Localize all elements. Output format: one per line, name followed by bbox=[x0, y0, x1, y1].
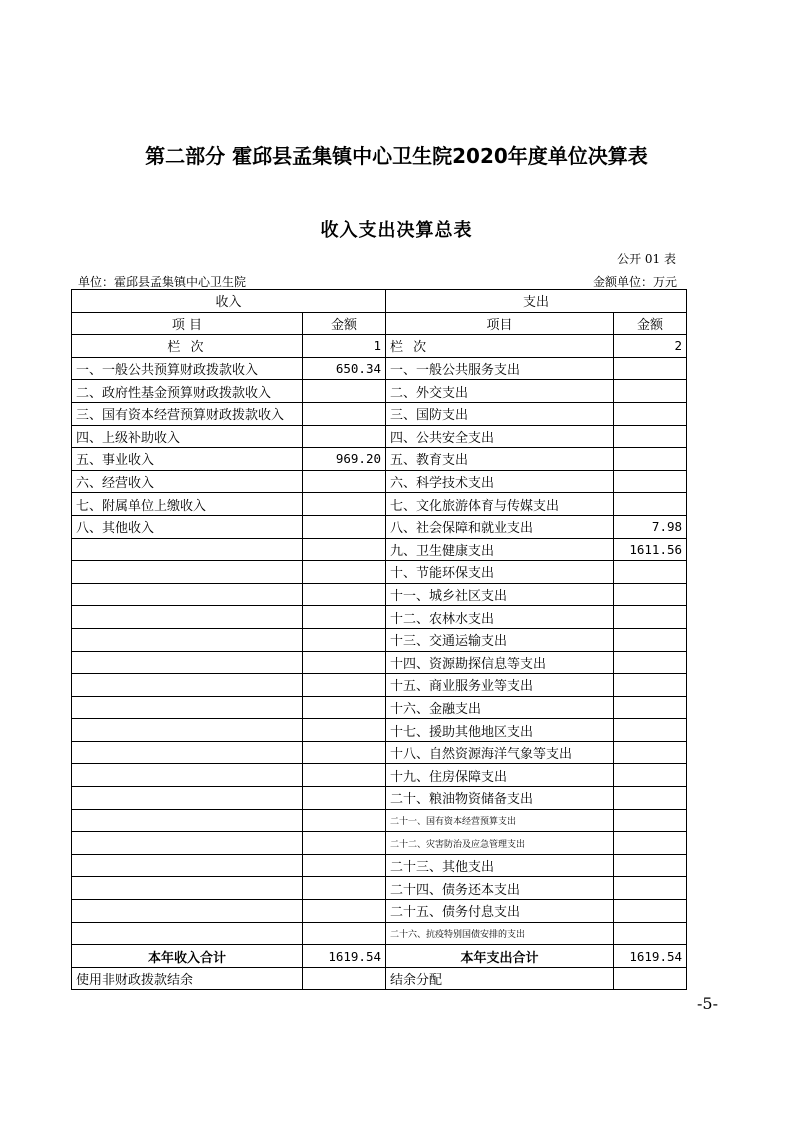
expense-amount bbox=[614, 448, 687, 471]
income-amount bbox=[303, 583, 386, 606]
expense-amount bbox=[614, 380, 687, 403]
expense-item: 十三、交通运输支出 bbox=[386, 628, 614, 651]
expense-item: 六、科学技术支出 bbox=[386, 470, 614, 493]
table-row bbox=[72, 628, 687, 651]
table-row bbox=[72, 606, 687, 629]
income-amount bbox=[303, 764, 386, 787]
income-amount: 969.20 bbox=[303, 448, 386, 471]
income-item bbox=[72, 561, 303, 584]
income-amount bbox=[303, 538, 386, 561]
unit-label: 单位：霍邱县孟集镇中心卫生院 bbox=[78, 275, 247, 289]
income-item bbox=[72, 854, 303, 877]
income-amount bbox=[303, 922, 386, 945]
table-row bbox=[72, 538, 687, 561]
table-row bbox=[72, 696, 687, 719]
expense-item: 十、节能环保支出 bbox=[386, 561, 614, 584]
table-row bbox=[72, 787, 687, 810]
expense-amount bbox=[614, 787, 687, 810]
money-unit-label: 金额单位：万元 bbox=[592, 275, 677, 289]
expense-item: 九、卫生健康支出 bbox=[386, 538, 614, 561]
expense-item: 十二、农林水支出 bbox=[386, 606, 614, 629]
expense-amount bbox=[614, 493, 687, 516]
table-row bbox=[72, 900, 687, 923]
total-income-amount: 1619.54 bbox=[303, 945, 386, 968]
expense-item: 十九、住房保障支出 bbox=[386, 764, 614, 787]
income-amount bbox=[303, 515, 386, 538]
expense-amount bbox=[614, 606, 687, 629]
income-amount bbox=[303, 470, 386, 493]
income-item bbox=[72, 651, 303, 674]
income-amount bbox=[303, 493, 386, 516]
expense-item: 十六、金融支出 bbox=[386, 696, 614, 719]
expense-amount bbox=[614, 402, 687, 425]
income-amount bbox=[303, 696, 386, 719]
table-row bbox=[72, 425, 687, 448]
expense-amount bbox=[614, 764, 687, 787]
table-row bbox=[72, 854, 687, 877]
total-expense-amount: 1619.54 bbox=[614, 945, 687, 968]
page-number: -5- bbox=[697, 994, 718, 1013]
expense-amount bbox=[614, 922, 687, 945]
expense-amount bbox=[614, 561, 687, 584]
expense-amount bbox=[614, 425, 687, 448]
expense-amount bbox=[614, 651, 687, 674]
expense-amount bbox=[614, 832, 687, 855]
expense-amount bbox=[614, 674, 687, 697]
expense-item: 四、公共安全支出 bbox=[386, 425, 614, 448]
table-row bbox=[72, 515, 687, 538]
form-number: 公开 01 表 bbox=[617, 252, 676, 266]
table-row bbox=[72, 402, 687, 425]
lanci-left-no: 1 bbox=[303, 335, 386, 358]
table-row bbox=[72, 470, 687, 493]
extra-right-amount bbox=[614, 967, 687, 990]
income-amount bbox=[303, 674, 386, 697]
income-amount bbox=[303, 402, 386, 425]
expense-header: 支出 bbox=[386, 290, 687, 313]
table-row bbox=[72, 561, 687, 584]
income-header: 收入 bbox=[72, 290, 386, 313]
expense-amount bbox=[614, 741, 687, 764]
extra-right: 结余分配 bbox=[386, 967, 614, 990]
expense-item: 十四、资源勘探信息等支出 bbox=[386, 651, 614, 674]
table-row bbox=[72, 809, 687, 832]
income-amount bbox=[303, 380, 386, 403]
expense-item: 二十五、债务付息支出 bbox=[386, 900, 614, 923]
income-item bbox=[72, 922, 303, 945]
table-row bbox=[72, 674, 687, 697]
income-item bbox=[72, 900, 303, 923]
expense-item-col: 项目 bbox=[386, 312, 614, 335]
expense-item: 二十四、债务还本支出 bbox=[386, 877, 614, 900]
expense-item: 十八、自然资源海洋气象等支出 bbox=[386, 741, 614, 764]
income-item: 二、政府性基金预算财政拨款收入 bbox=[72, 380, 303, 403]
expense-item: 十七、援助其他地区支出 bbox=[386, 719, 614, 742]
expense-amount bbox=[614, 900, 687, 923]
income-item bbox=[72, 877, 303, 900]
expense-item: 一、一般公共服务支出 bbox=[386, 357, 614, 380]
expense-amount bbox=[614, 854, 687, 877]
income-amount bbox=[303, 741, 386, 764]
expense-item: 二十六、抗疫特别国债安排的支出 bbox=[386, 922, 614, 945]
income-item: 八、其他收入 bbox=[72, 515, 303, 538]
table-row bbox=[72, 922, 687, 945]
table-row bbox=[72, 651, 687, 674]
income-amount: 650.34 bbox=[303, 357, 386, 380]
table-row bbox=[72, 357, 687, 380]
income-item bbox=[72, 538, 303, 561]
table-row bbox=[72, 583, 687, 606]
expense-amount bbox=[614, 357, 687, 380]
income-amount bbox=[303, 719, 386, 742]
expense-amount bbox=[614, 628, 687, 651]
expense-amount bbox=[614, 719, 687, 742]
income-amount bbox=[303, 425, 386, 448]
table-row bbox=[72, 493, 687, 516]
table-row bbox=[72, 764, 687, 787]
income-item bbox=[72, 674, 303, 697]
expense-item: 二、外交支出 bbox=[386, 380, 614, 403]
table-row bbox=[72, 741, 687, 764]
expense-item: 七、文化旅游体育与传媒支出 bbox=[386, 493, 614, 516]
income-item: 五、事业收入 bbox=[72, 448, 303, 471]
extra-left: 使用非财政拨款结余 bbox=[72, 967, 303, 990]
expense-item: 三、国防支出 bbox=[386, 402, 614, 425]
budget-summary-table bbox=[71, 289, 687, 990]
expense-item: 十五、商业服务业等支出 bbox=[386, 674, 614, 697]
total-expense-label: 本年支出合计 bbox=[386, 945, 614, 968]
income-amount bbox=[303, 628, 386, 651]
total-income-label: 本年收入合计 bbox=[72, 945, 303, 968]
income-amount bbox=[303, 877, 386, 900]
expense-amount bbox=[614, 583, 687, 606]
table-row bbox=[72, 448, 687, 471]
income-item bbox=[72, 832, 303, 855]
income-amount bbox=[303, 832, 386, 855]
income-item: 三、国有资本经营预算财政拨款收入 bbox=[72, 402, 303, 425]
income-item: 一、一般公共预算财政拨款收入 bbox=[72, 357, 303, 380]
expense-item: 二十一、国有资本经营预算支出 bbox=[386, 809, 614, 832]
expense-item: 十一、城乡社区支出 bbox=[386, 583, 614, 606]
page-title: 第二部分 霍邱县孟集镇中心卫生院2020年度单位决算表 bbox=[145, 144, 648, 168]
expense-amount: 7.98 bbox=[614, 515, 687, 538]
income-item bbox=[72, 628, 303, 651]
income-item bbox=[72, 741, 303, 764]
income-item: 四、上级补助收入 bbox=[72, 425, 303, 448]
expense-amount: 1611.56 bbox=[614, 538, 687, 561]
expense-item: 二十、粮油物资储备支出 bbox=[386, 787, 614, 810]
income-amount bbox=[303, 561, 386, 584]
income-item bbox=[72, 696, 303, 719]
expense-amount bbox=[614, 877, 687, 900]
income-amount bbox=[303, 787, 386, 810]
income-item bbox=[72, 719, 303, 742]
income-amount bbox=[303, 809, 386, 832]
table-row bbox=[72, 719, 687, 742]
expense-item: 八、社会保障和就业支出 bbox=[386, 515, 614, 538]
table-row bbox=[72, 832, 687, 855]
expense-item: 二十三、其他支出 bbox=[386, 854, 614, 877]
income-item-col: 项 目 bbox=[72, 312, 303, 335]
income-item bbox=[72, 809, 303, 832]
income-amount bbox=[303, 606, 386, 629]
income-item: 七、附属单位上缴收入 bbox=[72, 493, 303, 516]
extra-left-amount bbox=[303, 967, 386, 990]
income-amount bbox=[303, 651, 386, 674]
table-row bbox=[72, 877, 687, 900]
income-item bbox=[72, 787, 303, 810]
lanci-right: 栏 次 bbox=[386, 335, 614, 358]
income-item bbox=[72, 606, 303, 629]
lanci-left: 栏 次 bbox=[72, 335, 303, 358]
table-row bbox=[72, 380, 687, 403]
expense-amount bbox=[614, 470, 687, 493]
income-item: 六、经营收入 bbox=[72, 470, 303, 493]
income-amount bbox=[303, 900, 386, 923]
expense-item: 五、教育支出 bbox=[386, 448, 614, 471]
lanci-right-no: 2 bbox=[614, 335, 687, 358]
income-item bbox=[72, 764, 303, 787]
income-amount-col: 金额 bbox=[303, 312, 386, 335]
expense-amount bbox=[614, 696, 687, 719]
expense-amount bbox=[614, 809, 687, 832]
table-title: 收入支出决算总表 bbox=[320, 220, 473, 241]
expense-amount-col: 金额 bbox=[614, 312, 687, 335]
income-item bbox=[72, 583, 303, 606]
income-amount bbox=[303, 854, 386, 877]
expense-item: 二十二、灾害防治及应急管理支出 bbox=[386, 832, 614, 855]
